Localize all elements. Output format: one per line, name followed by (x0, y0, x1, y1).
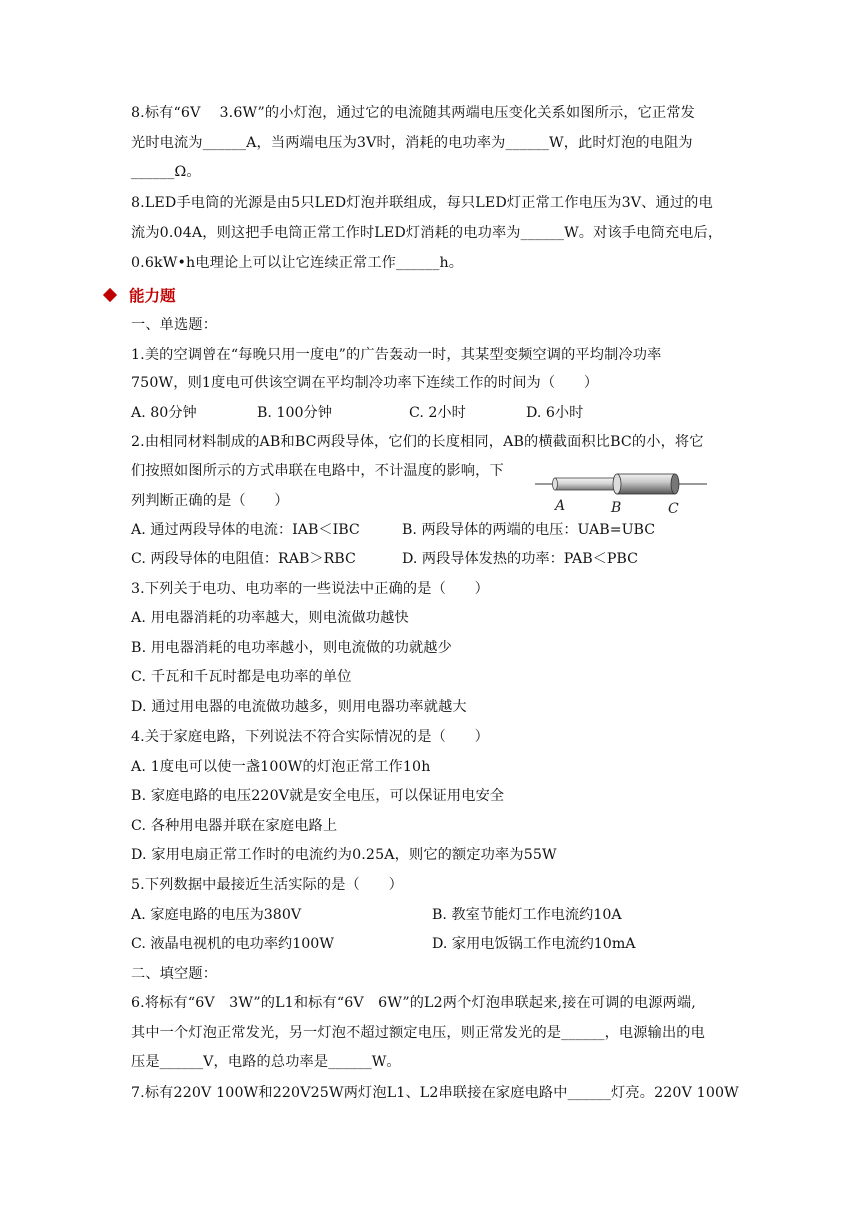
label-c: C (668, 501, 679, 517)
label-a: A (555, 498, 566, 514)
q5-option-d: D. 家用电饭锅工作电流约10mA (432, 936, 636, 952)
q8b-line-2: 流为0.04A，则这把手电筒正常工作时LED灯消耗的电功率为______W。对该手电筒充电后， (131, 225, 723, 241)
q1-line-2: 750W，则1度电可供该空调在平均制冷功率下连续工作的时间为（ ） (131, 375, 599, 391)
q8b-line-1: 8.LED手电筒的光源是由5只LED灯泡并联组成，每只LED灯正常工作电压为3V、通过的电 (131, 195, 713, 211)
q5-option-c: C. 液晶电视机的电功率约100W (131, 936, 334, 952)
q5-option-b: B. 教室节能灯工作电流约10A (432, 907, 622, 923)
conductor-ab (553, 478, 618, 490)
q8a-line-2: 光时电流为______A，当两端电压为3V时，消耗的电功率为______W，此时灯泡的电阻为 (131, 135, 693, 151)
label-b: B (611, 500, 622, 516)
q6-line-2: 其中一个灯泡正常发光，另一灯泡不超过额定电压，则正常发光的是______，电源输出的电 (131, 1025, 705, 1041)
q2-line-3: 列判断正确的是（ ） (131, 493, 289, 509)
q8a-line-1: 8.标有“6V 3.6W”的小灯泡，通过它的电流随其两端电压变化关系如图所示，它正常发 (131, 105, 696, 121)
q3-option-a: A. 用电器消耗的功率越大，则电流做功越快 (131, 610, 409, 626)
q5-option-a: A. 家庭电路的电压为380V (131, 907, 302, 923)
q1-option-a: A. 80分钟 (131, 405, 197, 421)
q3-option-c: C. 千瓦和千瓦时都是电功率的单位 (131, 669, 352, 685)
q2-option-b: B. 两段导体的两端的电压：UAB=UBC (402, 522, 656, 538)
conductor-bc (613, 474, 679, 494)
q6-line-1: 6.将标有“6V 3W”的L1和标有“6V 6W”的L2两个灯泡串联起来,接在可调的电源两端, (131, 995, 696, 1011)
conductor-figure (535, 462, 710, 518)
q4-option-b: B. 家庭电路的电压220V就是安全电压，可以保证用电安全 (131, 788, 505, 804)
q4-stem: 4.关于家庭电路，下列说法不符合实际情况的是（ ） (131, 729, 489, 745)
section-heading (105, 284, 176, 306)
q8b-line-3: 0.6kW•h电理论上可以让它连续正常工作______h。 (131, 255, 464, 271)
q2-line-2: 们按照如图所示的方式串联在电路中，不计温度的影响，下 (131, 463, 504, 479)
q5-stem: 5.下列数据中最接近生活实际的是（ ） (131, 877, 403, 893)
q1-option-c: C. 2小时 (409, 405, 466, 421)
q3-option-d: D. 通过用电器的电流做功越多，则用电器功率就越大 (131, 699, 467, 715)
q8a-line-3: ______Ω。 (131, 164, 201, 180)
q4-option-a: A. 1度电可以使一盏100W的灯泡正常工作10h (131, 759, 431, 775)
q1-option-b: B. 100分钟 (257, 405, 332, 421)
q3-stem: 3.下列关于电功、电功率的一些说法中正确的是（ ） (131, 581, 489, 597)
q7-line-1: 7.标有220V 100W和220V25W两灯泡L1、L2串联接在家庭电路中______灯亮。220V 100W (131, 1085, 739, 1101)
q2-line-1: 2.由相同材料制成的AB和BC两段导体，它们的长度相同，AB的横截面积比BC的小，将它 (131, 434, 704, 450)
heading-text: 能力题 (129, 287, 176, 305)
q4-option-c: C. 各种用电器并联在家庭电路上 (131, 818, 338, 834)
q6-line-3: 压是______V，电路的总功率是______W。 (131, 1054, 401, 1070)
q1-line-1: 1.美的空调曾在“每晚只用一度电”的广告轰动一时，其某型变频空调的平均制冷功率 (131, 347, 662, 363)
q2-option-d: D. 两段导体发热的功率：PAB＜PBC (402, 551, 638, 567)
q4-option-d: D. 家用电扇正常工作时的电流约为0.25A，则它的额定功率为55W (131, 847, 557, 863)
q1-option-d: D. 6小时 (526, 405, 584, 421)
q3-option-b: B. 用电器消耗的电功率越小，则电流做的功就越少 (131, 640, 452, 656)
q2-option-a: A. 通过两段导体的电流：IAB＜IBC (131, 522, 360, 538)
q2-option-c: C. 两段导体的电阻值：RAB＞RBC (131, 551, 356, 567)
section-single-choice: 一、单选题： (131, 317, 218, 333)
section-fill-blank: 二、填空题： (131, 966, 218, 982)
diamond-bullet-icon (103, 288, 117, 302)
